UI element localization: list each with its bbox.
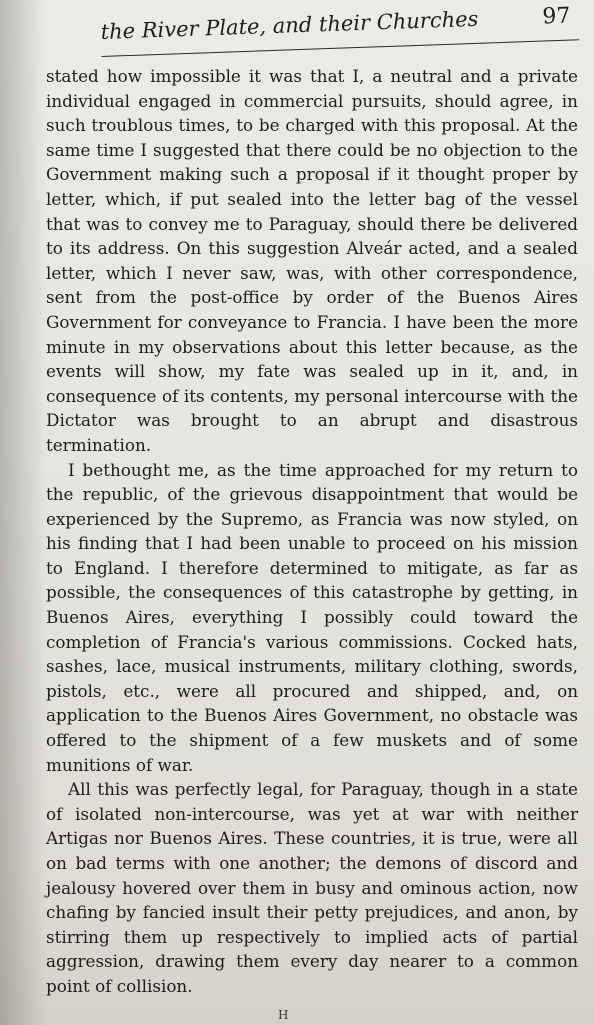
page-header bbox=[100, 0, 579, 62]
paragraph-legality: All this was perfectly legal, for Paraguay, though in a state of isolated non-intercourse, was yet at war with neither Artigas nor Buenos Aires. These countries, it is true, were all on bad terms with one another; the demons of discord and jealousy hovered over them in busy and ominous action, now chafing by fancied insult their petty prejudices, and anon, by stirring them up respectively to implied acts of partial aggression, drawing them every day nearer to a common point of collision. bbox=[46, 779, 578, 996]
paragraph-return-to-republic: I bethought me, as the time approached for my return to the republic, of the grievous disappointment that would be experienced by the Supremo, as Francia was now styled, on his finding that I had been unable to proceed on his mission to England. I therefore determined to mitigate, as far as possible, the consequences of this catastrophe by getting, in Buenos Aires, everything I possibly could toward the completion of Francia's various commissions. Cocked hats, sashes, lace, musical instruments, military clothing, swords, pistols, etc., were all procured and shipped, and, on application to the Buenos Aires Government, no obstacle was offered to the shipment of a few muskets and of some munitions of war. bbox=[46, 459, 578, 775]
body-text bbox=[46, 64, 578, 999]
signature-mark: H bbox=[278, 1008, 289, 1022]
page-number: 97 bbox=[542, 3, 571, 30]
header-rule bbox=[102, 39, 580, 57]
paragraph-continued: stated how impossible it was that I, a neutral and a private individual engaged in commercial pursuits, should agree, in such troublous times, to be charged with this proposal. At the same time I suggested that there could be no objection to the Government making such a proposal if it thought proper by letter, which, if put sealed into the letter bag of the vessel that was to convey me to Paraguay, should there be delivered to its address. On this suggestion Alveár acted, and a sealed letter, which I never saw, was, with other correspondence, sent from the post-office by order of the Buenos Aires Government for conveyance to Francia. I have been the more minute in my observations about this letter because, as the events will show, my fate was sealed up in it, and, in consequence of its contents, my personal intercourse with the Dictator was brought to an abrupt and disastrous termination. bbox=[46, 66, 578, 455]
running-head: the River Plate, and their Churches bbox=[100, 6, 479, 44]
